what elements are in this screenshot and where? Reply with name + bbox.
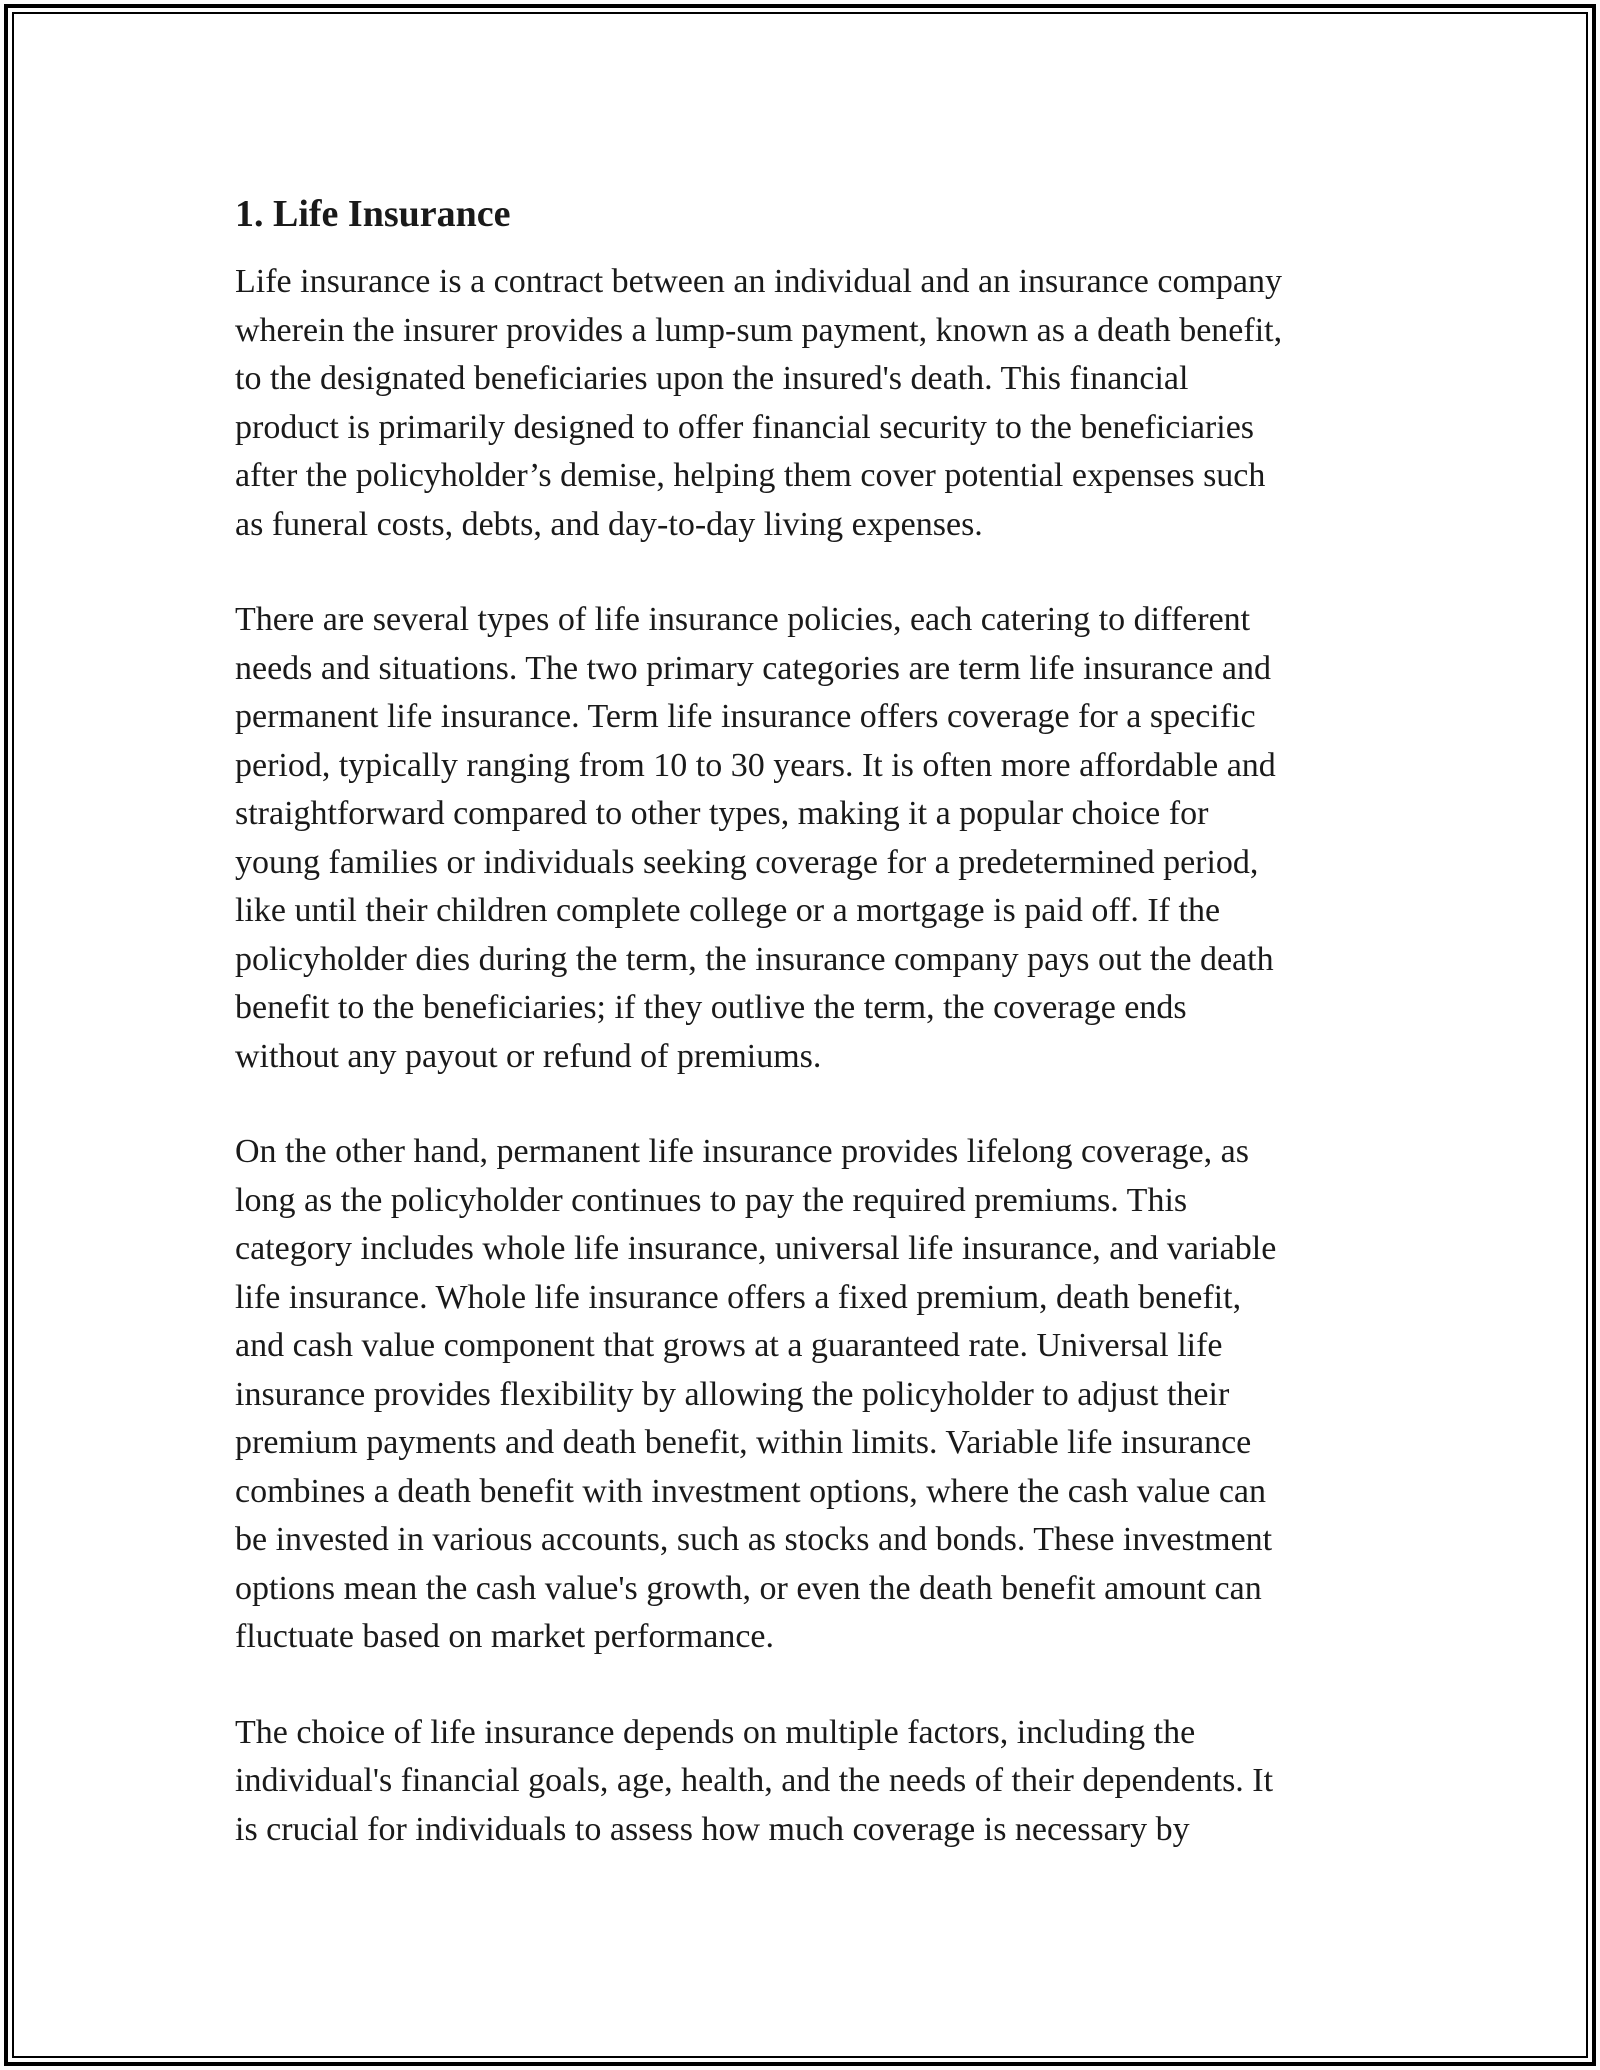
paragraph-life-insurance-definition: Life insurance is a contract between an individual and an insurance company wherein the insurer provides a lump-sum payment, known as a death benefit, to the designated beneficiaries upon the insured's death. This financial product is primarily designed to offer financial security to the beneficiaries after the policyholder’s demise, helping them cover potential expenses such as funeral costs, debts, and day-to-day living expenses. xyxy=(235,263,1283,543)
document-body xyxy=(235,186,1375,1901)
section-heading: 1. Life Insurance xyxy=(235,193,511,235)
paragraph-choosing-insurance: The choice of life insurance depends on multiple factors, including the individual's financial goals, age, health, and the needs of their dependents. It is crucial for individuals to assess how much coverage is necessary by xyxy=(235,1713,1274,1848)
paragraph-permanent-insurance: On the other hand, permanent life insurance provides lifelong coverage, as long as the policyholder continues to pay the required premiums. This category includes whole life insurance, universal life insurance, and variable life insurance. Whole life insurance offers a fixed premium, death benefit, and cash value component that grows at a guaranteed rate. Universal life insurance provides flexibility by allowing the policyholder to adjust their premium payments and death benefit, within limits. Variable life insurance combines a death benefit with investment options, where the cash value can be invested in various accounts, such as stocks and bonds. These investment options mean the cash value's growth, or even the death benefit amount can fluctuate based on market performance. xyxy=(235,1133,1277,1655)
paragraph-policy-types: There are several types of life insurance policies, each catering to different needs and situations. The two primary categories are term life insurance and permanent life insurance. Term life insurance offers coverage for a specific period, typically ranging from 10 to 30 years. It is often more affordable and straightforward compared to other types, making it a popular choice for young families or individuals seeking coverage for a predetermined period, like until their children complete college or a mortgage is paid off. If the policyholder dies during the term, the insurance company pays out the death benefit to the beneficiaries; if they outlive the term, the coverage ends without any payout or refund of premiums. xyxy=(235,601,1276,1075)
